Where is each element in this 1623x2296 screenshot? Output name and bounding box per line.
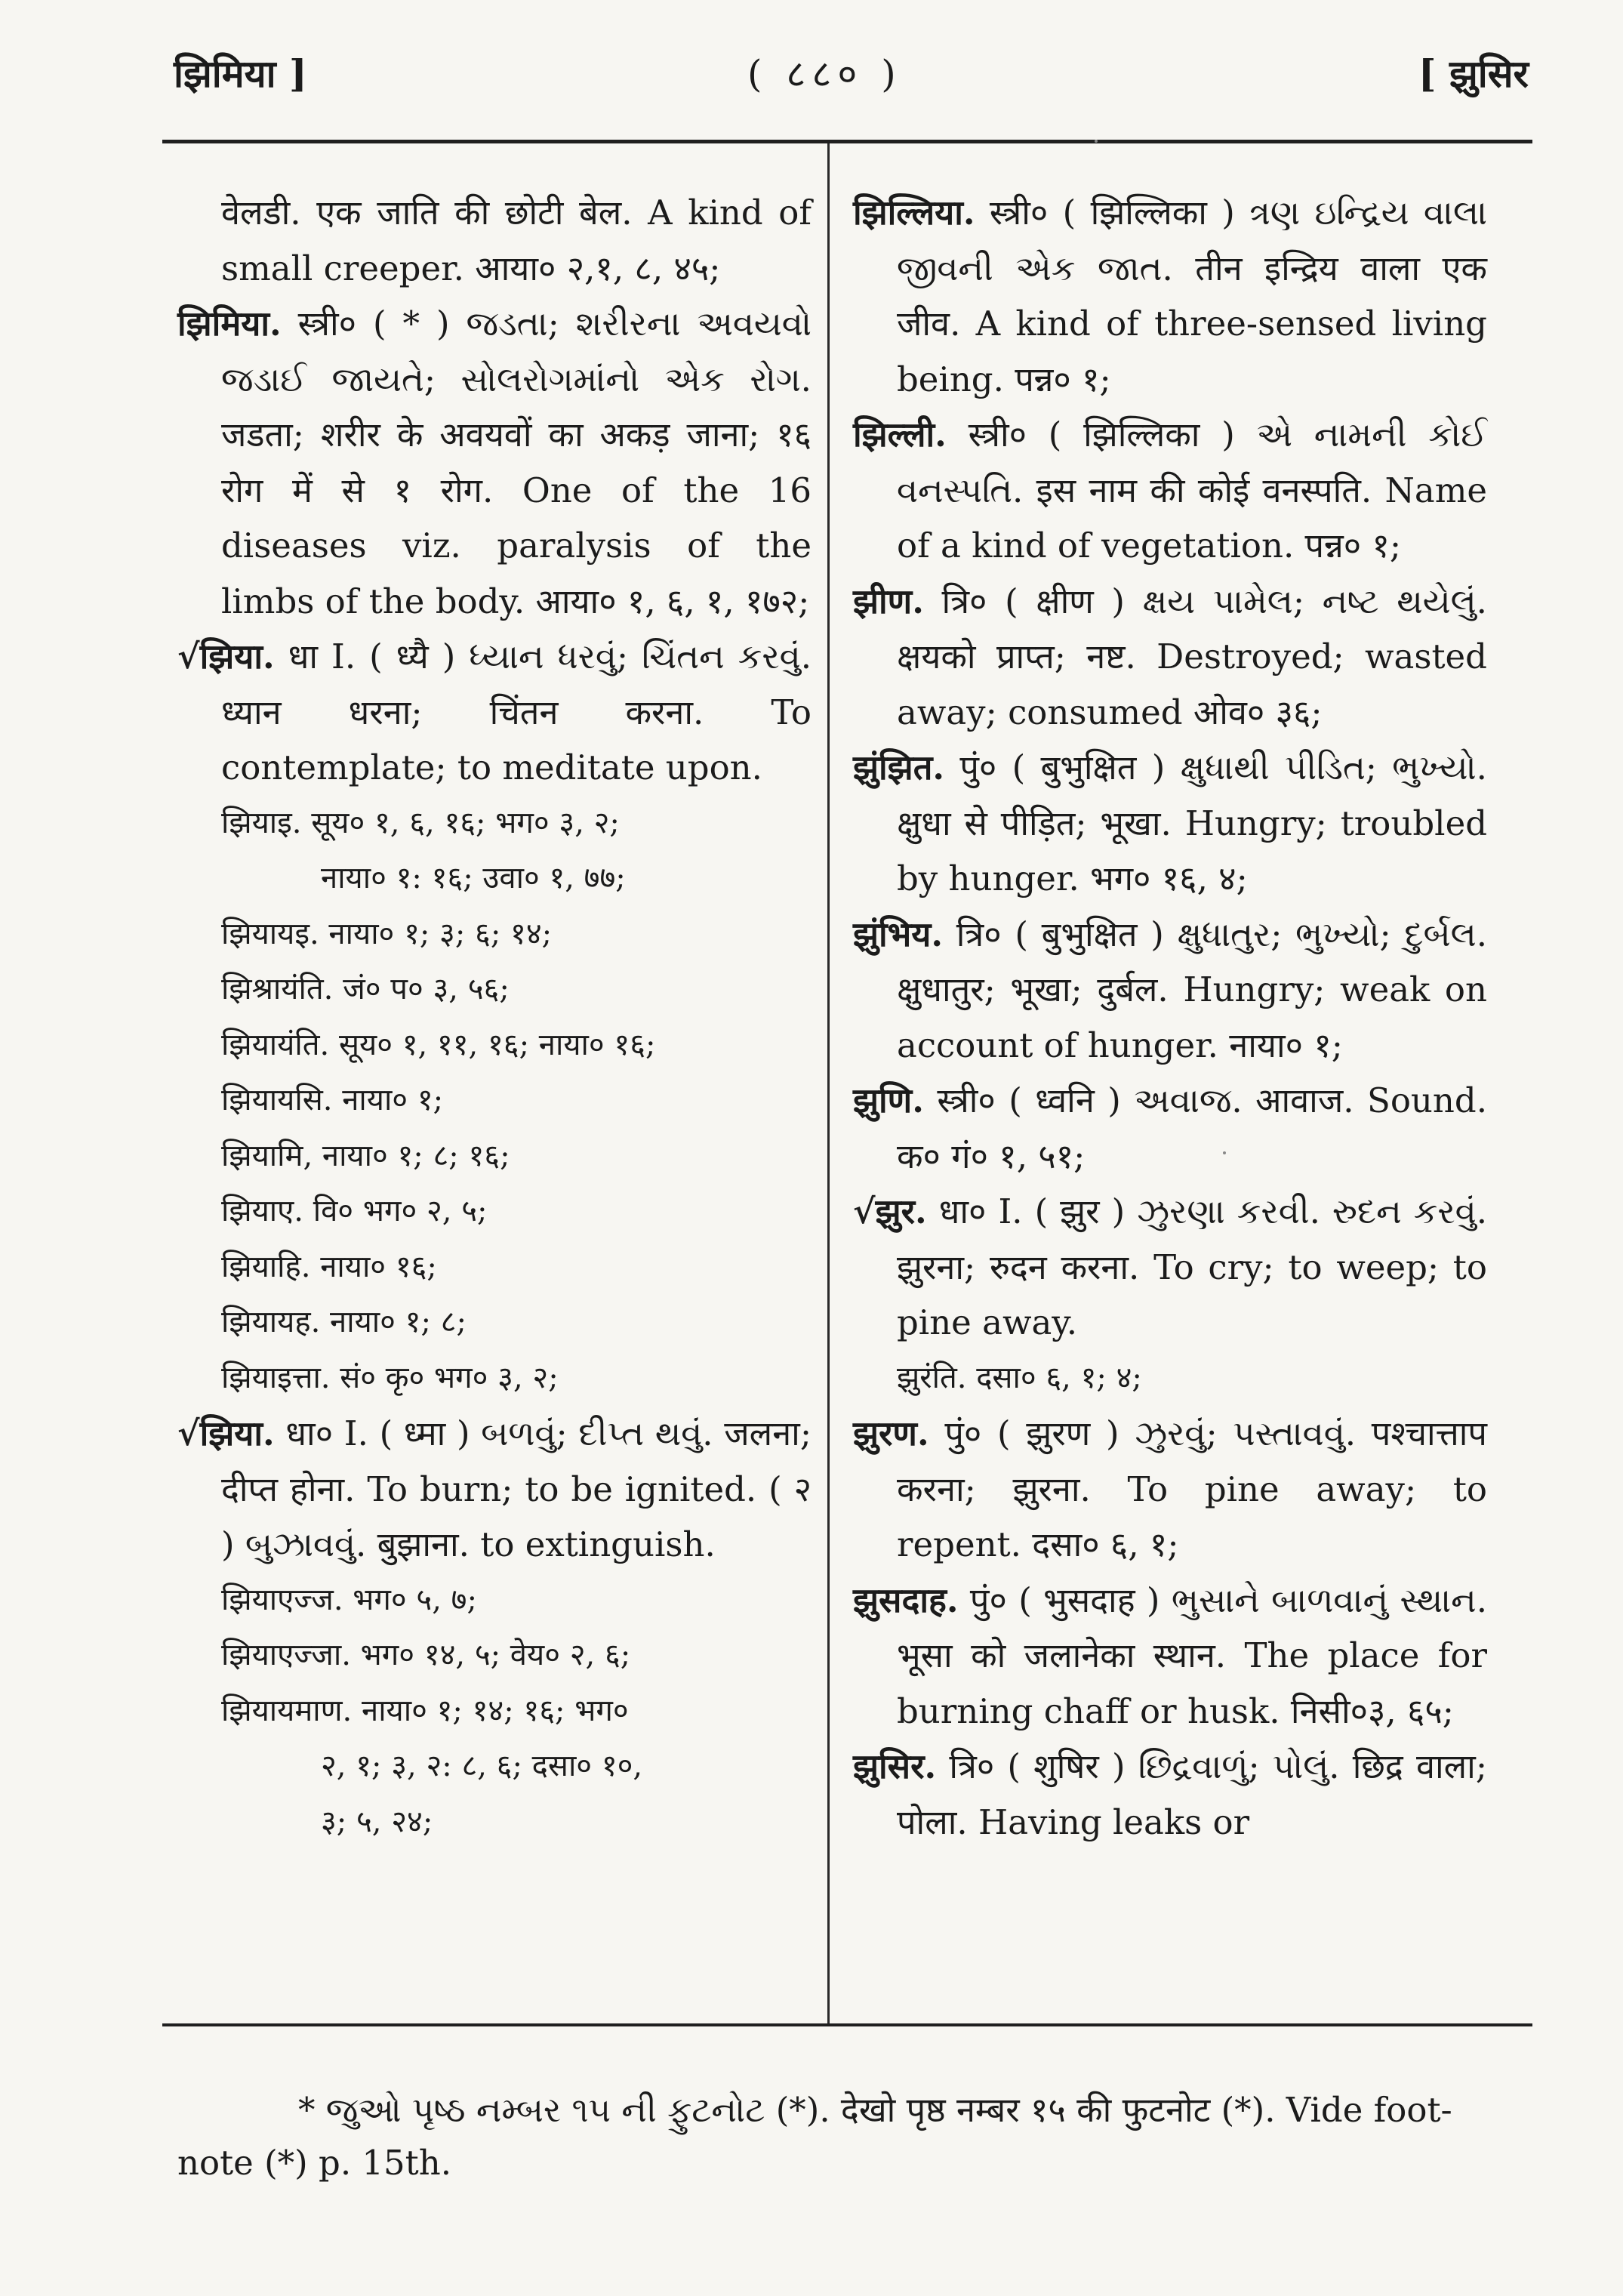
dictionary-entry	[853, 574, 1487, 741]
headword: झुंझित.	[853, 747, 945, 787]
entry-definition: स्त्री० ( झिल्लिका ) ત્રણ ઇન્દ્રિય વાલા જીવની એક જાત. तीन इन्द्रिय वाला एक जीव. A kind of three-sensed living being. पन्न० १;	[897, 193, 1487, 399]
page-header	[174, 47, 1529, 107]
page-number: ( ८८० )	[747, 52, 902, 96]
inflection-form: झियायइ. नाया० १; ३; ६; १४;	[221, 916, 553, 951]
left-column	[177, 185, 812, 1850]
dictionary-entry	[853, 907, 1487, 1074]
headword: झुसदाह.	[853, 1579, 959, 1620]
dictionary-entry	[853, 1406, 1487, 1573]
headword: झीण.	[853, 581, 924, 621]
dictionary-entry	[177, 296, 812, 629]
entry-definition: धा० I. ( झुर ) ઝુરણા કરવી. રુદન કરવું. झुरना; रुदन करना. To cry; to weep; to pine away.	[897, 1191, 1487, 1342]
header-left-guideword: झिमिया ]	[174, 51, 307, 96]
entry-definition: स्त्री० ( * ) જડતા; શરીરના અવયવો જડાઈ જાયતે; સોલરોગમાંનો એક રોગ. जडता; शरीर के अवयवों का अकड़ जाना; १६ रोग में से १ रोग. One of the 16 diseases viz. paralysis of the limbs of the body. आया० १, ६, १, १७२;	[221, 304, 812, 621]
inflection-form: झुरंति. दसा० ६, १; ४;	[897, 1360, 1142, 1395]
inflection-form: झियाइत्ता. सं० कृ० भग० ३, २;	[221, 1360, 559, 1395]
headword: झुणि.	[853, 1080, 924, 1120]
headword: √झिया.	[177, 636, 275, 676]
entry-definition: त्रि० ( बुभुक्षित ) ક્ષુધાતુર; ભુખ્યો; દુર્બલ. क्षुधातुर; भूखा; दुर्बल. Hungry; weak on account of hunger. नाया० १;	[897, 914, 1487, 1065]
footer-rule	[162, 2023, 1532, 2026]
headword: झुरण.	[853, 1413, 929, 1453]
inflection-form: झिश्रायंति. जं० प० ३, ५६;	[221, 972, 510, 1006]
headword: झुसिर.	[853, 1746, 937, 1786]
entry-definition: धा० I. ( ध्मा ) બળવું; દીપ્ત થવું. जलना; दीप्त होना. To burn; to be ignited. ( २ ) બુઝાવવું. बुझाना. to extinguish.	[221, 1413, 812, 1564]
inflection-form: झियायह. नाया० १; ८;	[221, 1305, 467, 1339]
dictionary-entry	[853, 407, 1487, 574]
headword: झिमिया.	[177, 304, 282, 344]
inflection-form: नाया० १: १६; उवा० १, ७७;	[321, 861, 626, 895]
headword: √झिया.	[177, 1413, 275, 1453]
dictionary-entry	[853, 185, 1487, 407]
print-speck	[1095, 140, 1098, 143]
entry-definition: पुं० ( झुरण ) ઝુરવું; પસ્તાવવું. पश्चात्ताप करना; झुरना. To pine away; to repent. दसा० ६, १;	[897, 1413, 1487, 1564]
headword: झिल्ली.	[853, 415, 947, 455]
lead-in-text: वेलडी. एक जाति की छोटी बेल. A kind of small creeper. आया० २,१, ८, ४५;	[221, 193, 812, 288]
entry-definition: पुं० ( भुसदाह ) ભુસાને બાળવાનું સ્થાન. भूसा को जलानेका स्थान. The place for burning chaff or husk. निसी०३, ६५;	[897, 1579, 1487, 1731]
headword: √झुर.	[853, 1191, 927, 1231]
inflection-form: झियायंति. सूय० १, ११, १६; नाया० १६;	[221, 1027, 656, 1062]
dictionary-entry	[177, 629, 812, 796]
inflection-form: झियाएज्जा. भग० १४, ५; वेय० २, ६;	[221, 1638, 631, 1672]
inflection-form: झियाहि. नाया० १६;	[221, 1249, 437, 1284]
inflection-form: झियाए. वि० भग० २, ५;	[221, 1194, 488, 1228]
inflection-form: ३; ५, २४;	[321, 1804, 433, 1839]
entry-definition: स्त्री० ( झिल्लिका ) એ નામની કોઈ વનસ્પતિ. इस नाम की कोई वनस्पति. Name of a kind of vegetation. पन्न० १;	[897, 415, 1488, 566]
inflection-form: झियाएज्ज. भग० ५, ७;	[221, 1582, 477, 1617]
header-rule	[162, 140, 1532, 143]
print-speck	[1223, 1151, 1226, 1154]
entry-definition: त्रि० ( शुषिर ) છિદ્રવાળું; પોલું. छिद्र वाला; पोला. Having leaks or	[897, 1746, 1487, 1842]
headword: झुंभिय.	[853, 914, 944, 954]
entry-definition: पुं० ( बुभुक्षित ) ક્ષુધાથી પીડિત; ભુખ્યો. क्षुधा से पीड़ित; भूखा. Hungry; troubled by hunger. भग० १६, ४;	[897, 747, 1487, 898]
dictionary-entry	[853, 1739, 1487, 1850]
column-divider	[827, 143, 830, 2023]
right-column	[853, 185, 1487, 1850]
header-right-guideword: [ झुसिर	[1418, 51, 1529, 96]
dictionary-entry	[177, 1406, 812, 1573]
inflection-form: झियामि, नाया० १; ८; १६;	[221, 1138, 510, 1173]
dictionary-entry	[853, 1573, 1487, 1740]
entry-definition: धा I. ( ध्यै ) ધ્યાન ધરવું; ચિંતન કરવું. ध्यान धरना; चिंतन करना. To contemplate; to meditate upon.	[221, 636, 812, 787]
entry-definition: त्रि० ( क्षीण ) ક્ષય પામેલ; નષ્ટ થયેલું. क्षयको प्राप्त; नष्ट. Destroyed; wasted away; consumed ओव० ३६;	[897, 581, 1487, 732]
footnote: * જુઓ પૃષ્ઠ નમ્બર ૧૫ ની ફુટનોટ (*). देखो पृष्ठ नम्बर १५ की फुटनोट (*). Vide foot-note (*) p. 15th.	[177, 2090, 1452, 2183]
entry-definition: स्त्री० ( ध्वनि ) અવાજ. आवाज. Sound. क० गं० १, ५१;	[897, 1080, 1487, 1176]
inflection-form: झियाइ. सूय० १, ६, १६; भग० ३, २;	[221, 805, 620, 840]
headword: झिल्लिया.	[853, 193, 975, 233]
dictionary-entry	[853, 1073, 1487, 1184]
inflection-form: २, १; ३, २: ८, ६; दसा० १०,	[321, 1749, 643, 1783]
dictionary-entry	[853, 740, 1487, 907]
inflection-form: झियायमाण. नाया० १; १४; १६; भग०	[221, 1693, 629, 1728]
inflection-form: झियायसि. नाया० १;	[221, 1083, 444, 1117]
dictionary-entry	[853, 1184, 1487, 1351]
